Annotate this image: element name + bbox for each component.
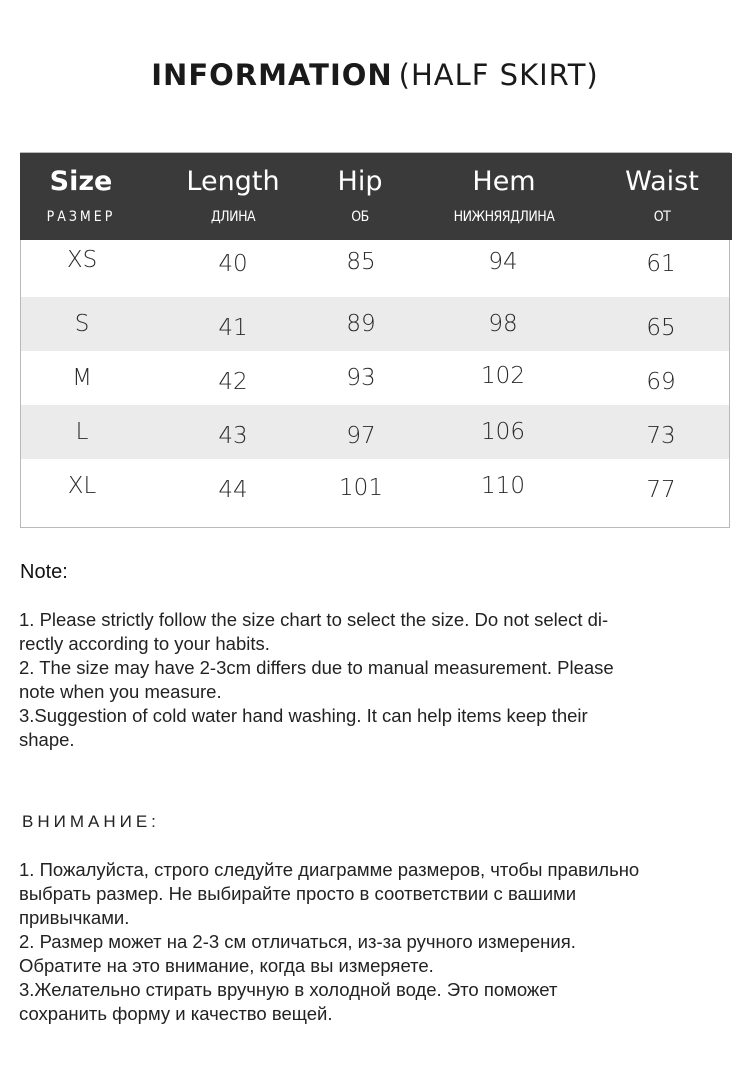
table-row xyxy=(21,243,729,297)
cell-waist: 77 xyxy=(646,477,676,503)
table-row xyxy=(21,459,729,513)
page-title xyxy=(0,58,750,92)
table-row xyxy=(21,405,729,459)
note-line: выбрать размер. Не выбирайте просто в соответствии с вашими xyxy=(19,883,577,904)
cell-size: XL xyxy=(67,473,97,499)
note-line: привычками. xyxy=(19,907,130,928)
cell-waist: 61 xyxy=(646,251,676,277)
note-line: rectly according to your habits. xyxy=(19,633,270,654)
header-waist xyxy=(602,153,722,240)
note-heading-ru: ВНИМАНИЕ: xyxy=(22,812,160,831)
header-label-ru: ОБ xyxy=(351,209,369,225)
header-label-ru: НИЖНЯЯДЛИНА xyxy=(453,209,555,225)
cell-hem: 98 xyxy=(488,311,518,337)
table-header xyxy=(20,153,732,240)
header-length xyxy=(164,153,302,240)
cell-hip: 93 xyxy=(346,365,376,391)
cell-length: 43 xyxy=(218,423,248,449)
header-hem xyxy=(424,153,584,240)
cell-hip: 89 xyxy=(346,311,376,337)
note-line: 1. Пожалуйста, строго следуйте диаграмме размеров, чтобы правильно xyxy=(19,859,640,880)
cell-hem: 106 xyxy=(481,419,525,445)
note-line: сохранить форму и качество вещей. xyxy=(19,1003,333,1024)
cell-hem: 110 xyxy=(481,473,525,499)
cell-waist: 65 xyxy=(646,315,676,341)
note-body-ru xyxy=(19,858,719,1026)
cell-hem: 102 xyxy=(481,363,525,389)
header-label: Waist xyxy=(625,166,699,197)
cell-hip: 97 xyxy=(346,423,376,449)
table-row xyxy=(21,297,729,351)
note-line: 3.Suggestion of cold water hand washing. It can help items keep their xyxy=(19,705,588,726)
title-sub: (HALF SKIRT) xyxy=(398,58,599,92)
title-main: INFORMATION xyxy=(151,58,393,92)
note-line: Обратите на это внимание, когда вы измеряете. xyxy=(19,955,434,976)
table-row xyxy=(21,351,729,405)
header-label: Hem xyxy=(472,166,536,197)
cell-size: XS xyxy=(66,247,98,273)
note-body xyxy=(19,608,719,752)
cell-size: L xyxy=(75,419,89,445)
header-label: Hip xyxy=(337,166,383,197)
note-line: 1. Please strictly follow the size chart to select the size. Do not select di- xyxy=(19,609,609,630)
header-size xyxy=(20,153,142,240)
cell-hip: 85 xyxy=(346,249,376,275)
cell-waist: 69 xyxy=(646,369,676,395)
cell-length: 44 xyxy=(218,477,248,503)
header-label-ru: ДЛИНА xyxy=(210,209,256,225)
note-line: 2. The size may have 2-3cm differs due to manual measurement. Please xyxy=(19,657,614,678)
note-line: shape. xyxy=(19,729,75,750)
header-hip xyxy=(304,153,416,240)
header-label-ru: ОТ xyxy=(653,209,671,225)
note-line: 3.Желательно стирать вручную в холодной воде. Это поможет xyxy=(19,979,558,1000)
header-label-ru: РАЗМЕР xyxy=(46,209,116,225)
cell-length: 40 xyxy=(218,251,248,277)
cell-hem: 94 xyxy=(488,249,518,275)
cell-hip: 101 xyxy=(339,475,383,501)
cell-length: 41 xyxy=(218,315,248,341)
cell-size: S xyxy=(74,311,90,337)
note-line: 2. Размер может на 2-3 см отличаться, из-за ручного измерения. xyxy=(19,931,576,952)
note-heading: Note: xyxy=(20,561,68,583)
size-table xyxy=(20,152,730,528)
header-label: Size xyxy=(49,166,113,197)
header-label: Length xyxy=(186,166,280,197)
cell-waist: 73 xyxy=(646,423,676,449)
cell-length: 42 xyxy=(218,369,248,395)
cell-size: M xyxy=(72,365,92,391)
note-line: note when you measure. xyxy=(19,681,222,702)
